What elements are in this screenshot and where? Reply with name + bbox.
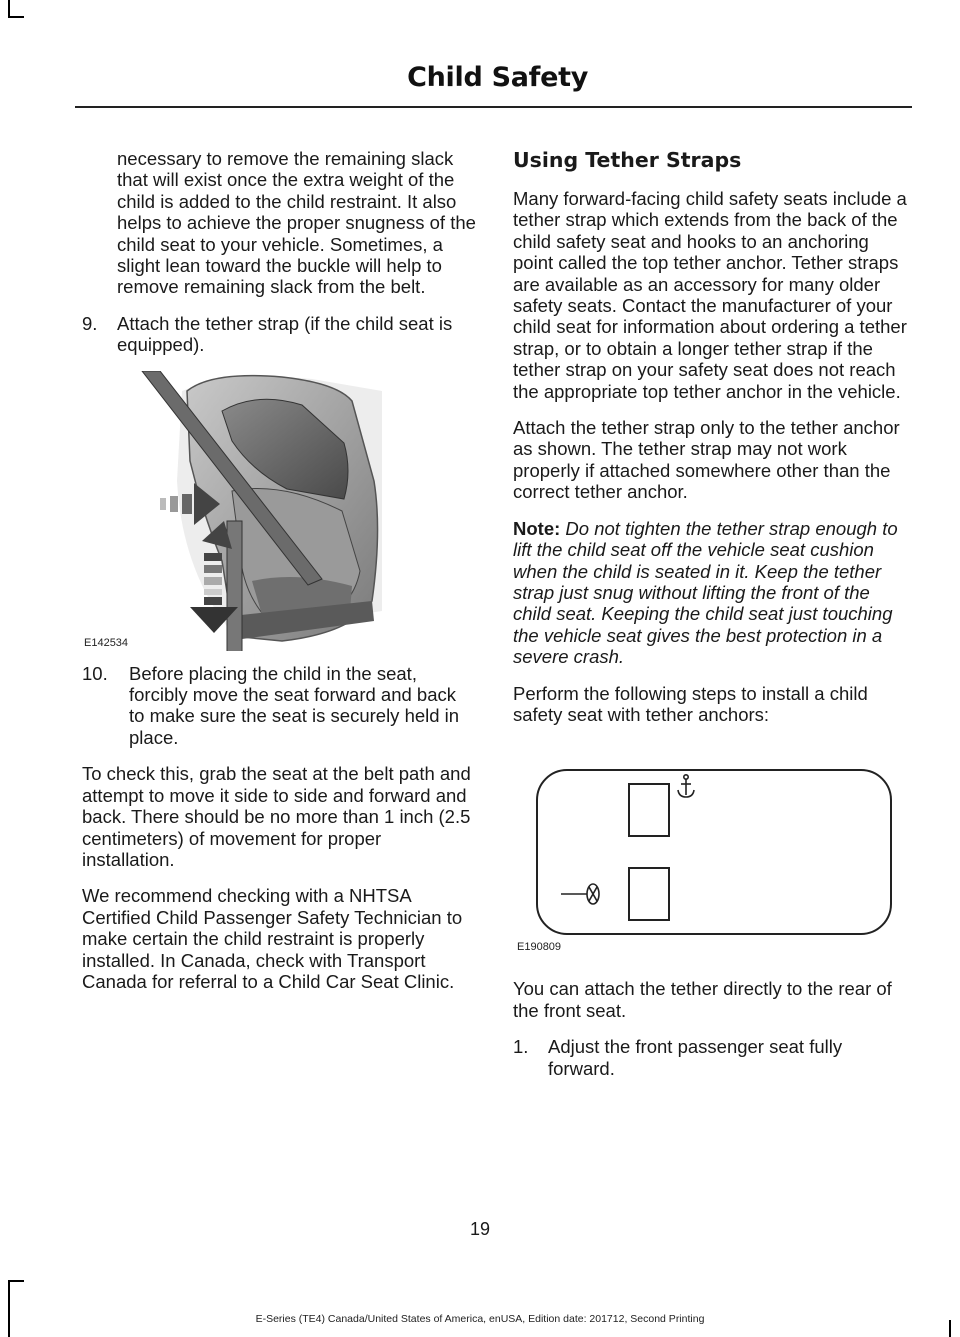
install-steps-intro: Perform the following steps to install a child safety seat with tether anchors: — [513, 682, 868, 725]
step-number: 1. — [513, 1036, 529, 1058]
page-header-title: Child Safety — [407, 62, 588, 93]
front-seat-paragraph: You can attach the tether directly to the rear of the front seat. — [513, 978, 892, 1021]
note-paragraph — [513, 518, 909, 668]
tether-attach-paragraph: Attach the tether strap only to the tether anchor as shown. The tether strap may not work properly if attached somewhere other than the correct tether anchor. — [513, 417, 900, 503]
figure-code: E142534 — [84, 636, 129, 649]
step-text: Attach the tether strap (if the child seat is equipped). — [117, 312, 453, 356]
continuation-paragraph: necessary to remove the remaining slack that will exist once the extra weight of the child is added to the child restraint. It also helps to achieve the proper snugness of the child seat to your vehicle. Sometimes, a slight lean toward the buckle will help to remove remaining slack from the belt. — [117, 148, 476, 298]
step-9 — [82, 313, 476, 356]
footer-text: E-Series (TE4) Canada/United States of America, enUSA, Edition date: 201712, Second Printing — [255, 1313, 705, 1325]
crop-mark — [8, 16, 24, 18]
header-rule — [75, 106, 912, 108]
figure-code: E190809 — [517, 941, 562, 954]
section-heading: Using Tether Straps — [513, 148, 742, 172]
lower-anchor-icon — [561, 884, 599, 904]
note-label: Note: — [513, 517, 561, 539]
child-seat-figure — [82, 371, 476, 651]
child-seat-illustration — [82, 371, 476, 651]
crop-mark — [8, 1280, 10, 1337]
crop-mark — [8, 1280, 24, 1282]
note-text: Do not tighten the tether strap enough to lift the child seat off the vehicle seat cushion when the child is seated in it. Keep the tether strap just snug without lifting the front of the child seat. Keeping the child seat just touching the vehicle seat gives the best protection in a severe crash. — [513, 517, 898, 668]
tether-anchor-diagram — [513, 740, 909, 966]
anchor-icon — [678, 775, 694, 797]
belt-path-check-paragraph: To check this, grab the seat at the belt path and attempt to move it side to side and forward and back. There should be no more than 1 inch (2.5 centimeters) of movement for proper installation. — [82, 763, 471, 870]
step-1 — [513, 1036, 909, 1079]
right-column — [513, 148, 909, 1094]
step-text: Before placing the child in the seat, forcibly move the seat forward and back to make sure the seat is securely held in place. — [129, 662, 460, 748]
step-text: Adjust the front passenger seat fully forward. — [548, 1036, 843, 1079]
page-number: 19 — [469, 1219, 491, 1239]
step-number: 10. — [82, 662, 108, 684]
nhtsa-paragraph: We recommend checking with a NHTSA Certified Child Passenger Safety Technician to make certain the child restraint is properly installed. In Canada, check with Transport Canada for referral to a Child Car Seat Clinic. — [82, 885, 463, 992]
step-10 — [82, 663, 476, 749]
left-column — [82, 148, 476, 1007]
step-number: 9. — [82, 312, 98, 334]
tether-intro-paragraph: Many forward-facing child safety seats include a tether strap which extends from the back of the child safety seat and hooks to an anchoring point called the top tether anchor. Tether straps are available as an accessory for many older safety seats. Contact the manufacturer of your child seat for information about ordering a tether strap, or to obtain a longer tether strap if the tether strap on your safety seat does not reach the appropriate top tether anchor in the vehicle. — [513, 188, 907, 402]
tether-anchor-figure — [513, 740, 909, 966]
